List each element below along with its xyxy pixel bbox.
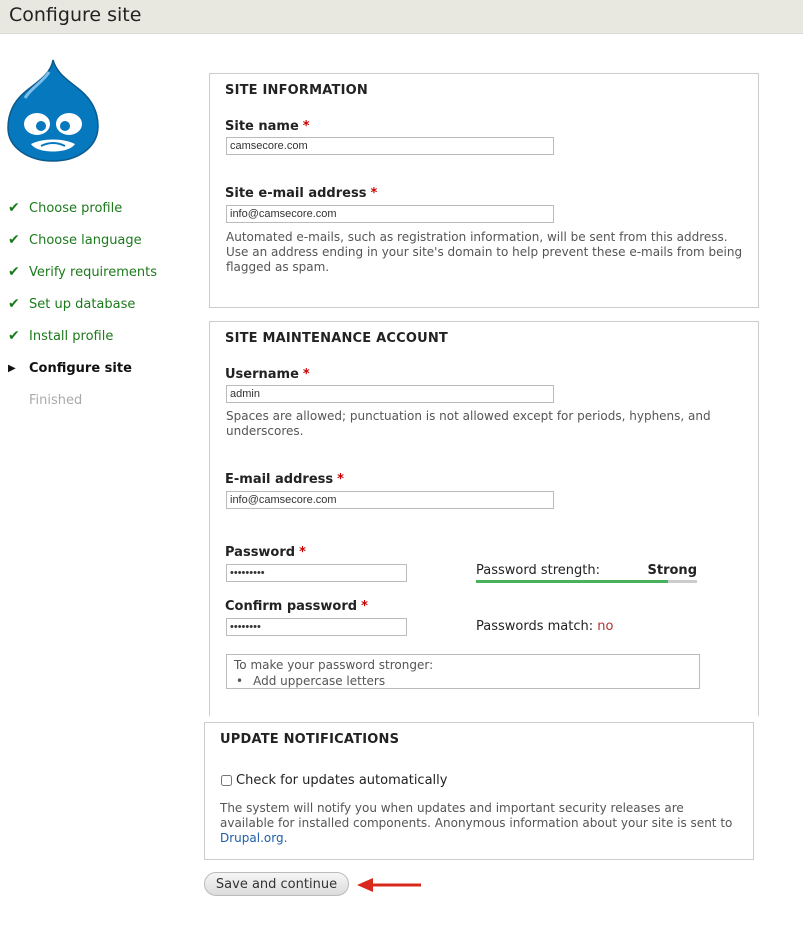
- password-strength-value: Strong: [647, 563, 697, 578]
- required-marker: *: [299, 545, 306, 560]
- page-header: [0, 0, 803, 34]
- install-steps: [8, 192, 157, 416]
- password-strength: [476, 563, 697, 578]
- password-strength-fill: [476, 580, 668, 583]
- username-description: Spaces are allowed; punctuation is not allowed except for periods, hyphens, and underscores.: [226, 409, 711, 438]
- password-match-label: Passwords match:: [476, 619, 594, 634]
- site-email-label: Site e-mail address *: [225, 186, 378, 201]
- check-icon: ✔: [8, 264, 20, 280]
- fieldset-legend: SITE MAINTENANCE ACCOUNT: [225, 331, 449, 346]
- username-input[interactable]: [226, 385, 554, 403]
- step-set-up-database: [8, 288, 157, 320]
- site-email-description: Automated e-mails, such as registration information, will be sent from this address. Use an address ending in your site's domain to help prevent these e-mails from being flagged as spam.: [226, 230, 743, 274]
- step-choose-profile: [8, 192, 157, 224]
- password-match-value: no: [597, 619, 614, 634]
- step-finished: [8, 384, 157, 416]
- confirm-password-input[interactable]: [226, 618, 407, 636]
- bullet-icon: •: [236, 674, 244, 688]
- update-description: The system will notify you when updates and important security releases are available for installed components. Anonymous information about your site is sent to Drupal.org.: [220, 801, 733, 845]
- site-email-input[interactable]: [226, 205, 554, 223]
- required-marker: *: [361, 599, 368, 614]
- required-marker: *: [370, 186, 378, 201]
- password-label: Password *: [225, 545, 306, 560]
- email-label: E-mail address *: [225, 472, 344, 487]
- site-information-fieldset: [209, 73, 759, 308]
- step-label: Choose language: [29, 232, 142, 248]
- step-verify-requirements: [8, 256, 157, 288]
- update-checkbox[interactable]: [221, 775, 232, 786]
- check-icon: ✔: [8, 200, 20, 216]
- required-marker: *: [302, 367, 310, 382]
- required-marker: *: [302, 119, 310, 134]
- update-checkbox-label: Check for updates automatically: [236, 773, 448, 788]
- update-check-option[interactable]: [220, 773, 447, 788]
- site-name-label: Site name *: [225, 119, 310, 134]
- check-icon: ✔: [8, 328, 20, 344]
- account-email-input[interactable]: [226, 491, 554, 509]
- page-title: Configure site: [9, 4, 142, 26]
- maintenance-account-fieldset: [209, 321, 759, 716]
- drupal-logo: [7, 58, 99, 162]
- step-label: Choose profile: [29, 200, 123, 216]
- fieldset-legend: UPDATE NOTIFICATIONS: [220, 732, 400, 747]
- step-label: Verify requirements: [29, 264, 158, 280]
- confirm-password-label: Confirm password *: [225, 599, 368, 614]
- triangle-right-icon: ▶: [8, 362, 16, 374]
- drupal-org-link[interactable]: Drupal.org: [220, 831, 284, 845]
- check-icon: ✔: [8, 232, 20, 248]
- save-and-continue-button[interactable]: Save and continue: [204, 872, 349, 896]
- password-match: [476, 619, 613, 634]
- check-icon: ✔: [8, 296, 20, 312]
- step-label: Configure site: [29, 360, 132, 376]
- arrow-left-icon: [357, 876, 423, 894]
- step-label: Install profile: [29, 328, 114, 344]
- password-suggestion-item: • Add uppercase letters: [236, 674, 386, 688]
- step-label: Set up database: [29, 296, 136, 312]
- update-notifications-fieldset: [204, 722, 754, 860]
- step-label: Finished: [29, 392, 83, 408]
- password-strength-label: Password strength:: [476, 563, 600, 578]
- required-marker: *: [337, 472, 344, 487]
- step-choose-language: [8, 224, 157, 256]
- password-strength-bar: [476, 580, 697, 583]
- step-configure-site: [8, 352, 157, 384]
- site-name-input[interactable]: [226, 137, 554, 155]
- username-label: Username *: [225, 367, 310, 382]
- step-install-profile: [8, 320, 157, 352]
- fieldset-legend: SITE INFORMATION: [225, 83, 368, 98]
- password-suggestions: [226, 654, 700, 689]
- password-suggestions-title: To make your password stronger:: [234, 658, 434, 672]
- password-input[interactable]: [226, 564, 407, 582]
